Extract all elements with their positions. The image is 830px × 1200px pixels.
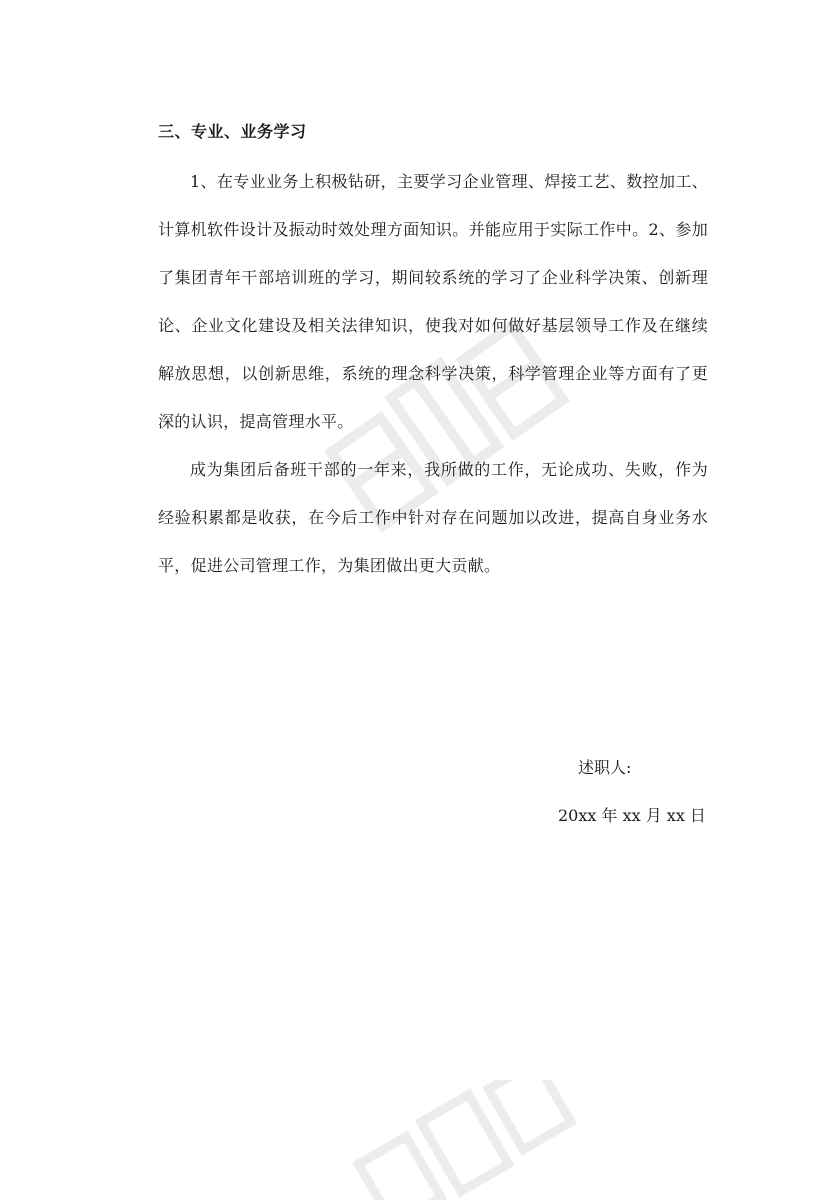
section-heading: 三、专业、业务学习 bbox=[158, 122, 307, 141]
body-paragraph: 1、在专业业务上积极钻研，主要学习企业管理、焊接工艺、数控加工、计算机软件设计及振动时效处理方面知识。并能应用于实际工作中。2、参加了集团青年干部培训班的学习，期间较系统的学习了企业科学决策、创新理论、企业文化建设及相关法律知识，使我对如何做好基层领导工作及在继续解放思想，以创新思维，系统的理念科学决策，科学管理企业等方面有了更深的认识，提高管理水平。 bbox=[158, 172, 708, 431]
document-body bbox=[158, 112, 708, 590]
date-line: 20xx 年 xx 月 xx 日 bbox=[558, 806, 706, 825]
body-paragraph: 成为集团后备班干部的一年来，我所做的工作，无论成功、失败，作为经验积累都是收获，在今后工作中针对存在问题加以改进，提高自身业务水平，促进公司管理工作，为集团做出更大贡献。 bbox=[158, 460, 708, 575]
watermark-seal-icon bbox=[330, 1080, 590, 1200]
signature-label: 述职人: bbox=[578, 758, 632, 777]
